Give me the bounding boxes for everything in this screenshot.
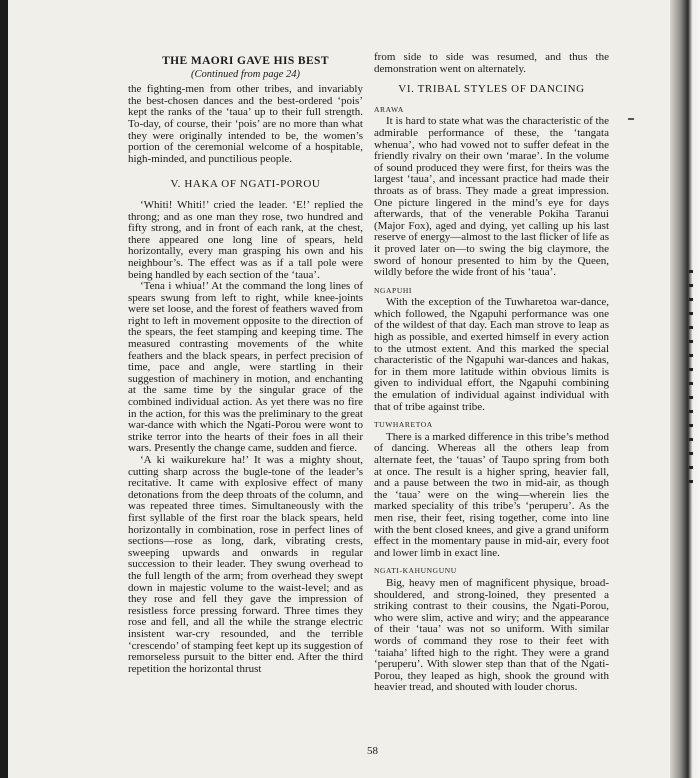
- book-gutter: [670, 0, 700, 778]
- left-column: [128, 52, 363, 675]
- tribe-label-tuwharetoa: TUWHARETOA: [374, 420, 433, 430]
- tribe-label-ngapuhi: NGAPUHI: [374, 285, 412, 295]
- scan-mark: [628, 118, 634, 120]
- scan-left-edge: [0, 0, 8, 778]
- right-intro-paragraph: from side to side was resumed, and thus the demonstration went on alternately.: [374, 51, 609, 75]
- ngapuhi-paragraph: With the exception of the Tuwharetoa war-dance, which followed, the Ngapuhi performance was one of the wildest of that day. Each man strove to leap as high as possible, and exerted himself in every action to the utmost extent. And this marked the special characteristic of the Ngapuhi war-dances and hakas, for in them more latitude within obvious limits is given to individual effort, the Ngapuhi combining the emulation of individual against individual with that of tribe against tribe.: [374, 296, 609, 413]
- tribe-label-arawa: ARAWA: [374, 104, 404, 114]
- article-title: THE MAORI GAVE HIS BEST: [162, 55, 329, 67]
- haka-paragraph-1: ‘Whiti! Whiti!’ cried the leader. ‘E!’ replied the throng; and as one man they rose, two hundred and fifty strong, and in front of each rank, at the chest, there appeared one long line of spears, held horizontally, every man grasping his own and his neighbour’s. The effect was as if a tall pole were being handled by each section of the ‘taua’.: [128, 198, 363, 281]
- section-heading-tribal-styles: VI. TRIBAL STYLES OF DANCING: [398, 83, 585, 96]
- tribe-label-ngati-kahungunu: NGATI-KAHUNGUNU: [374, 566, 457, 576]
- continued-note: (Continued from page 24): [191, 68, 300, 80]
- arawa-paragraph: It is hard to state what was the characteristic of the admirable performance of these, the ‘tangata whenua’, who had vowed not to suffer defeat in the friendly rivalry on their own ‘marae’. In the volume of sound produced they were first, for theirs was the largest ‘taua’, and incessant practice had made their throats as of brass. They made a great impression. One picture lingered in the mind’s eye for days afterwards, that of the venerable Pokiha Taranui (Major Fox), aged and dying, yet calling up his last reserve of energy—almost to the last flicker of life as it proved later on—to swing the big claymore, the sword of honour presented to him by the Queen, wildly before the wide front of his ‘taua’.: [374, 115, 609, 279]
- left-intro-paragraph: the fighting-men from other tribes, and invariably the best-chosen dances and the best-ordered ‘pois’ kept the ranks of the ‘taua’ up to their full strength. To-day, of course, their ‘pois’ are no more than what they were originally intended to be, the women’s portion of the ceremonial welcome of a hospitable, high-minded, and punctilious people.: [128, 83, 363, 165]
- ngati-kahungunu-paragraph: Big, heavy men of magnificent physique, broad-shouldered, and strong-loined, they presented a striking contrast to their cousins, the Ngati-Porou, who were slim, active and wiry; and the appearance of their ‘taua’ was not so uniform. With similar words of command they rose to their feet with ‘taiaha’ lifted high to the right. They were a grand ‘peruperu’. With slower step than that of the Ngati-Porou, they leaped as high, shook the ground with heavier tread, and shouted with louder chorus.: [374, 576, 609, 694]
- haka-paragraph-3: ‘A ki waikurekure ha!’ It was a mighty shout, cutting sharp across the bugle-tone of the leader’s recitative. It came with explosive effect of many detonations from the deep throats of the column, and was repeated three times. Simultaneously with the first syllable of the first roar the black spears, held horizontally in combination, rose in perfect lines of sections—rose as long, dark, vibrating crests, sweeping upwards and onwards in regular succession to their leader. They swung overhead to the full length of the arm; from overhead they swept down in majestic volume to the waist-level; and as they rose and fell they gave the impression of resistless force pressing forward. Three times they rose and fell, and all the while the strange electric insistent war-cry resounded, and the terrible ‘crescendo’ of stamping feet kept up its suggestion of remorseless pursuit to the bitter end. After the third repetition the horizontal thrust: [128, 454, 364, 675]
- binding-stitches: [689, 270, 693, 490]
- page-number: 58: [367, 745, 378, 757]
- haka-paragraph-2: ‘Tena i whiua!’ At the command the long lines of spears swung from left to right, while knee-joints were set loose, and the forest of feathers waved from right to left in movement opposite to the direction of the spears, the feet stamping and keeping time. The measured contrasting movements of the white feathers and the black spears, in perfect precision of time, pace and angle, were startling in their suggestion of machinery in motion, and enchanting at the same time by the singular grace of the combined individual action. As yet there was no fire in the action, for this was the preliminary to the great war-dance with which the Ngati-Porou were wont to strike terror into the hearts of their foes in all their wars. Presently the change came, sudden and fierce.: [128, 280, 363, 455]
- tuwharetoa-paragraph: There is a marked difference in this tribe’s method of dancing. Whereas all the others leap from alternate feet, the ‘tauas’ of Taupo spring from both at once. The result is a higher spring, heavier fall, and a pause between the two in mid-air, as though the ‘taua’ were on the wing—wherein lies the marked speciality of this tribe’s ‘peruperu’. As the men rise, their feet, rising together, come into line with the bent closed knees, and give a grand uniform effect in the momentary pause in mid-air, every foot and lower limb in exact line.: [374, 430, 609, 559]
- section-heading-haka: V. HAKA OF NGATI-POROU: [170, 178, 321, 191]
- right-column: [374, 52, 609, 694]
